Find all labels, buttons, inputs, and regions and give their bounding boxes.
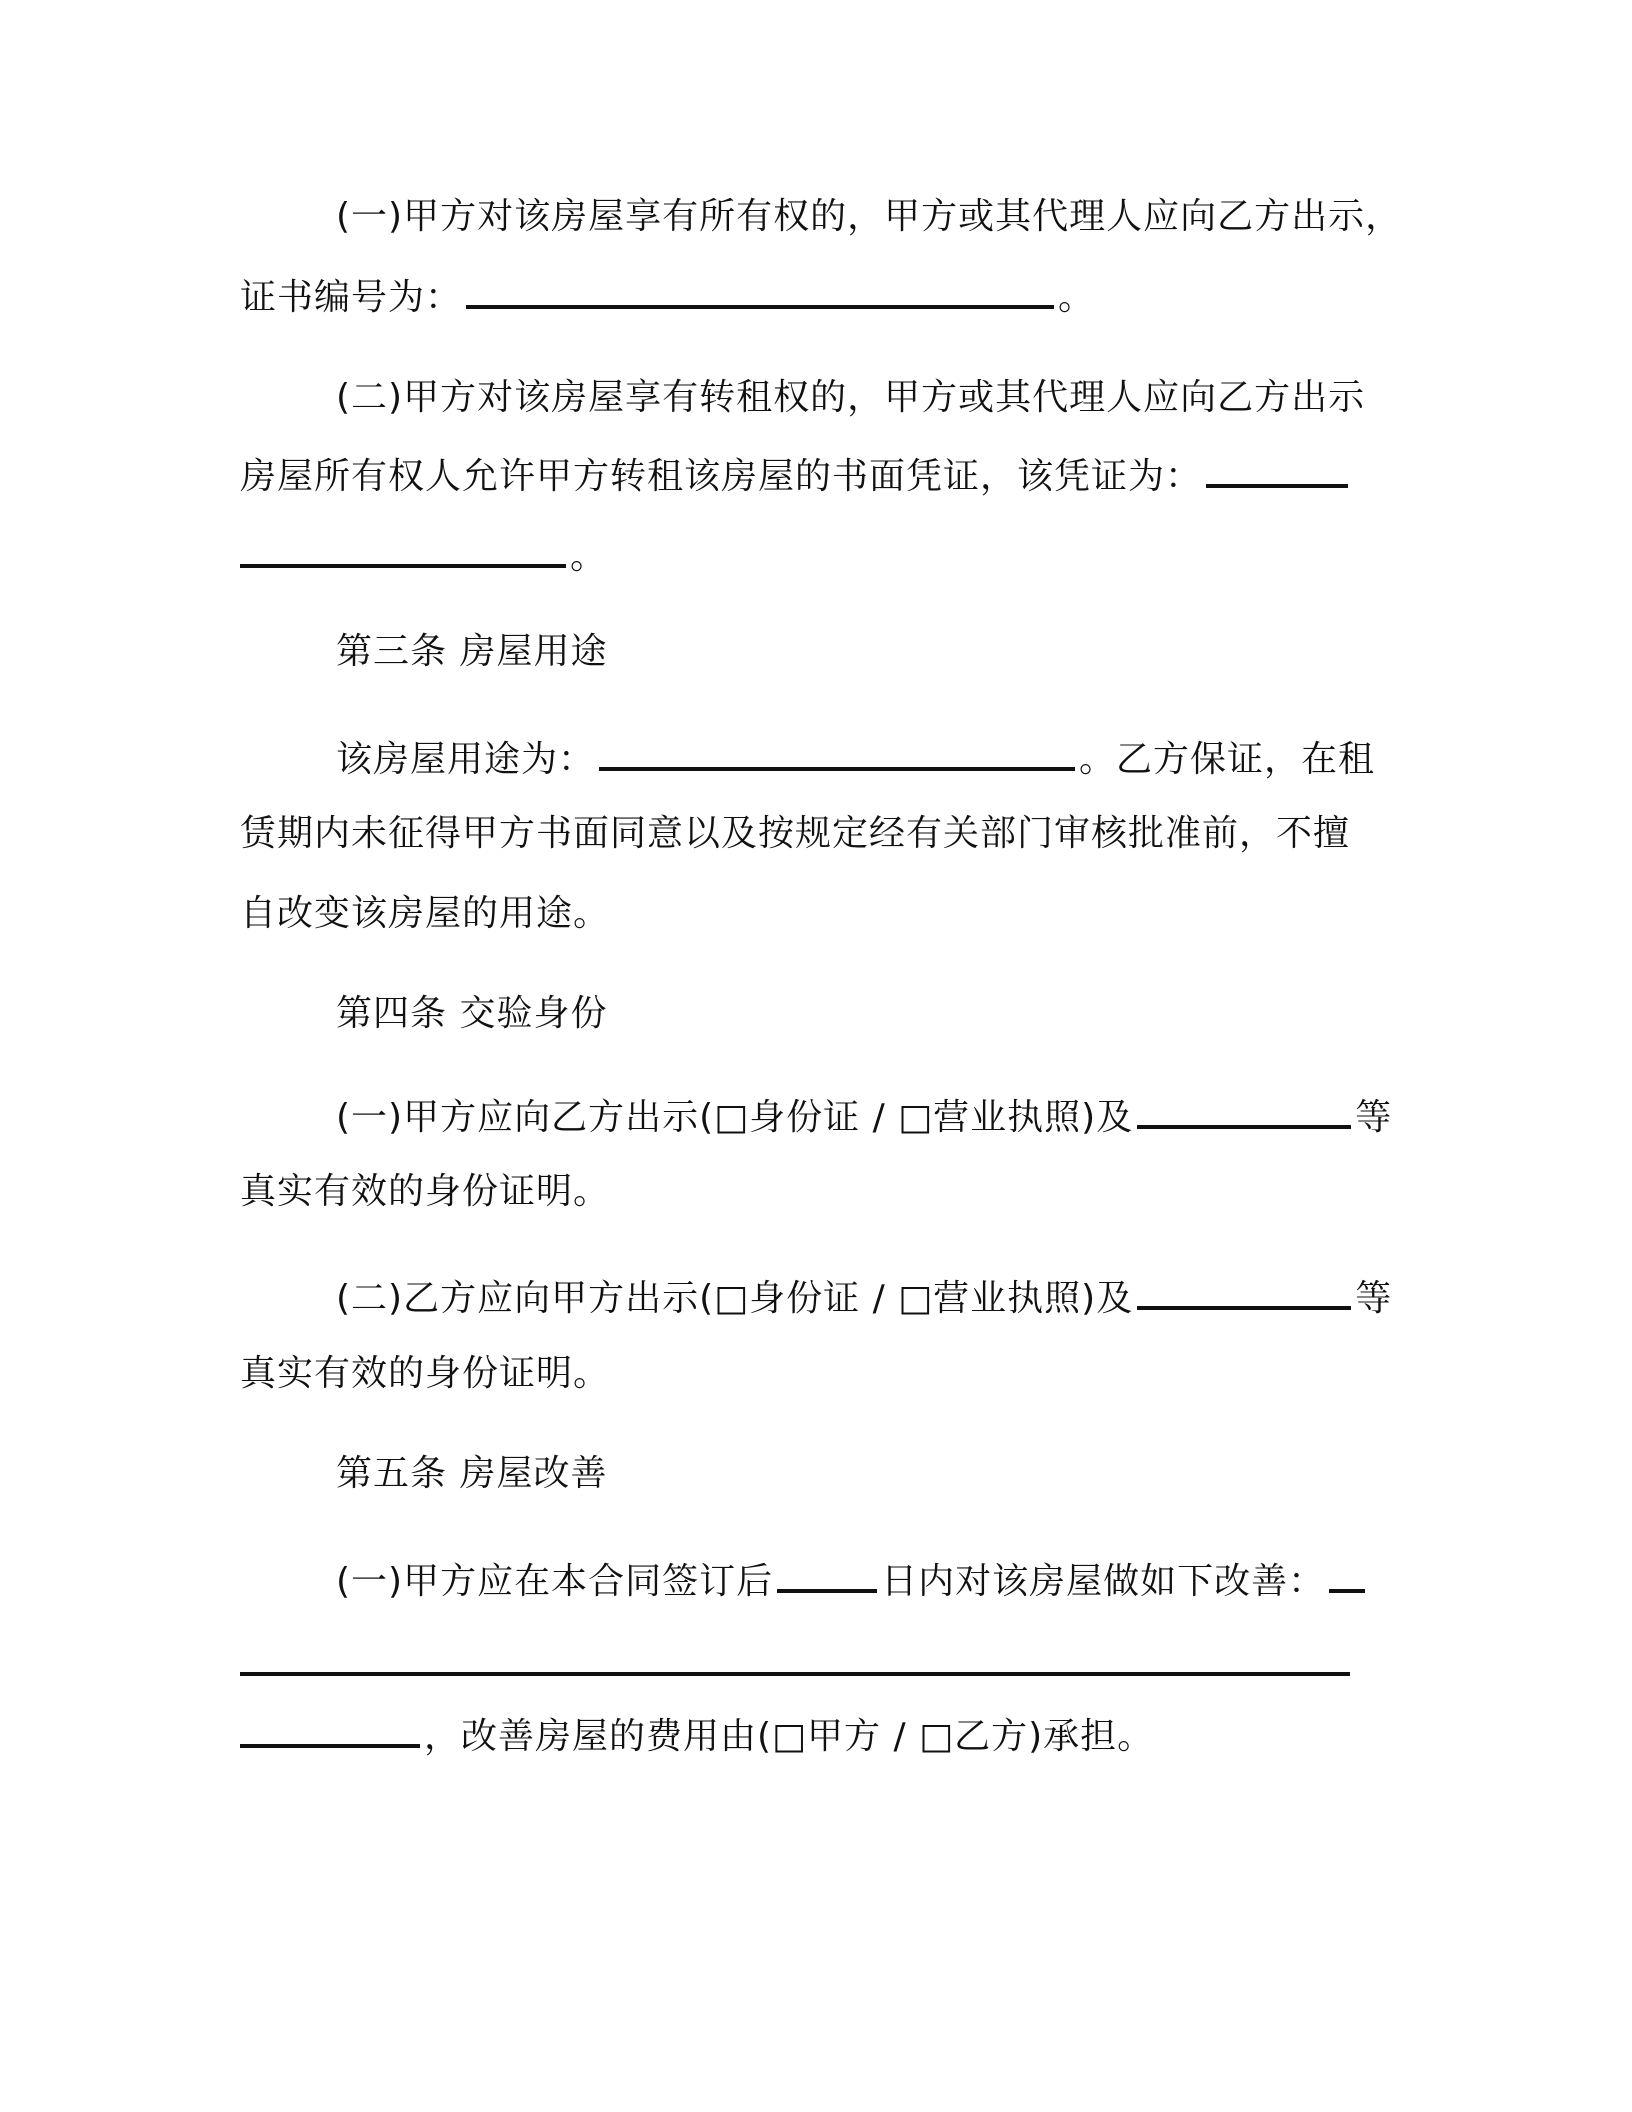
sublease-certificate-blank[interactable] bbox=[1206, 450, 1348, 488]
label: 证书编号为： bbox=[240, 277, 463, 318]
paragraph-line bbox=[336, 1555, 1486, 1606]
text: (二)甲方对该房屋享有转租权的，甲方或其代理人应向乙方出示 bbox=[336, 377, 1366, 418]
text: (二)乙方应向甲方出示(□身份证 / □营业执照)及 bbox=[336, 1278, 1134, 1319]
text: 等 bbox=[1355, 1097, 1393, 1138]
days-blank[interactable] bbox=[777, 1555, 877, 1593]
paragraph-line bbox=[336, 733, 1486, 784]
paragraph-line bbox=[336, 1272, 1486, 1323]
text: (一)甲方应向乙方出示(□身份证 / □营业执照)及 bbox=[336, 1097, 1134, 1138]
certificate-number-blank[interactable] bbox=[466, 271, 1054, 309]
heading-text: 第五条 房屋改善 bbox=[336, 1453, 608, 1494]
heading-text: 第四条 交验身份 bbox=[336, 993, 608, 1034]
paragraph-line bbox=[336, 1091, 1486, 1142]
paragraph-line bbox=[240, 890, 1390, 938]
article-heading bbox=[336, 1450, 1486, 1498]
paragraph-line bbox=[240, 530, 1390, 581]
period: 。 bbox=[570, 536, 608, 577]
usage-blank[interactable] bbox=[599, 733, 1075, 771]
text: 自改变该房屋的用途。 bbox=[240, 893, 611, 934]
improvement-blank-end[interactable] bbox=[240, 1710, 420, 1748]
heading-text: 第三条 房屋用途 bbox=[336, 631, 608, 672]
improvement-blank[interactable] bbox=[1329, 1555, 1365, 1593]
text: (一)甲方对该房屋享有所有权的，甲方或其代理人应向乙方出示， bbox=[336, 196, 1403, 237]
text: 真实有效的身份证明。 bbox=[240, 1353, 611, 1394]
paragraph-line bbox=[240, 450, 1390, 501]
paragraph-line bbox=[240, 1350, 1390, 1398]
article-heading bbox=[336, 990, 1486, 1038]
text: 等 bbox=[1355, 1278, 1393, 1319]
text: ，改善房屋的费用由(□甲方 / □乙方)承担。 bbox=[424, 1716, 1155, 1757]
article-heading bbox=[336, 628, 1486, 676]
text: (一)甲方应在本合同签订后 bbox=[336, 1561, 774, 1602]
text: 。乙方保证，在租 bbox=[1079, 739, 1376, 780]
text: 真实有效的身份证明。 bbox=[240, 1171, 611, 1212]
label: 该房屋用途为： bbox=[336, 739, 596, 780]
text: 房屋所有权人允许甲方转租该房屋的书面凭证，该凭证为： bbox=[240, 456, 1203, 497]
paragraph-line bbox=[240, 271, 1390, 322]
sublease-certificate-blank-cont[interactable] bbox=[240, 530, 566, 568]
party-b-id-blank[interactable] bbox=[1137, 1272, 1351, 1310]
paragraph-line bbox=[336, 374, 1486, 422]
paragraph-line bbox=[336, 193, 1486, 241]
text: 日内对该房屋做如下改善： bbox=[881, 1561, 1326, 1602]
paragraph-line bbox=[240, 810, 1390, 858]
paragraph-line bbox=[240, 1168, 1390, 1216]
paragraph-line bbox=[240, 1710, 1390, 1761]
party-a-id-blank[interactable] bbox=[1137, 1091, 1351, 1129]
period: 。 bbox=[1058, 277, 1096, 318]
improvement-blank-line[interactable] bbox=[240, 1672, 1350, 1676]
text: 赁期内未征得甲方书面同意以及按规定经有关部门审核批准前，不擅 bbox=[240, 813, 1351, 854]
